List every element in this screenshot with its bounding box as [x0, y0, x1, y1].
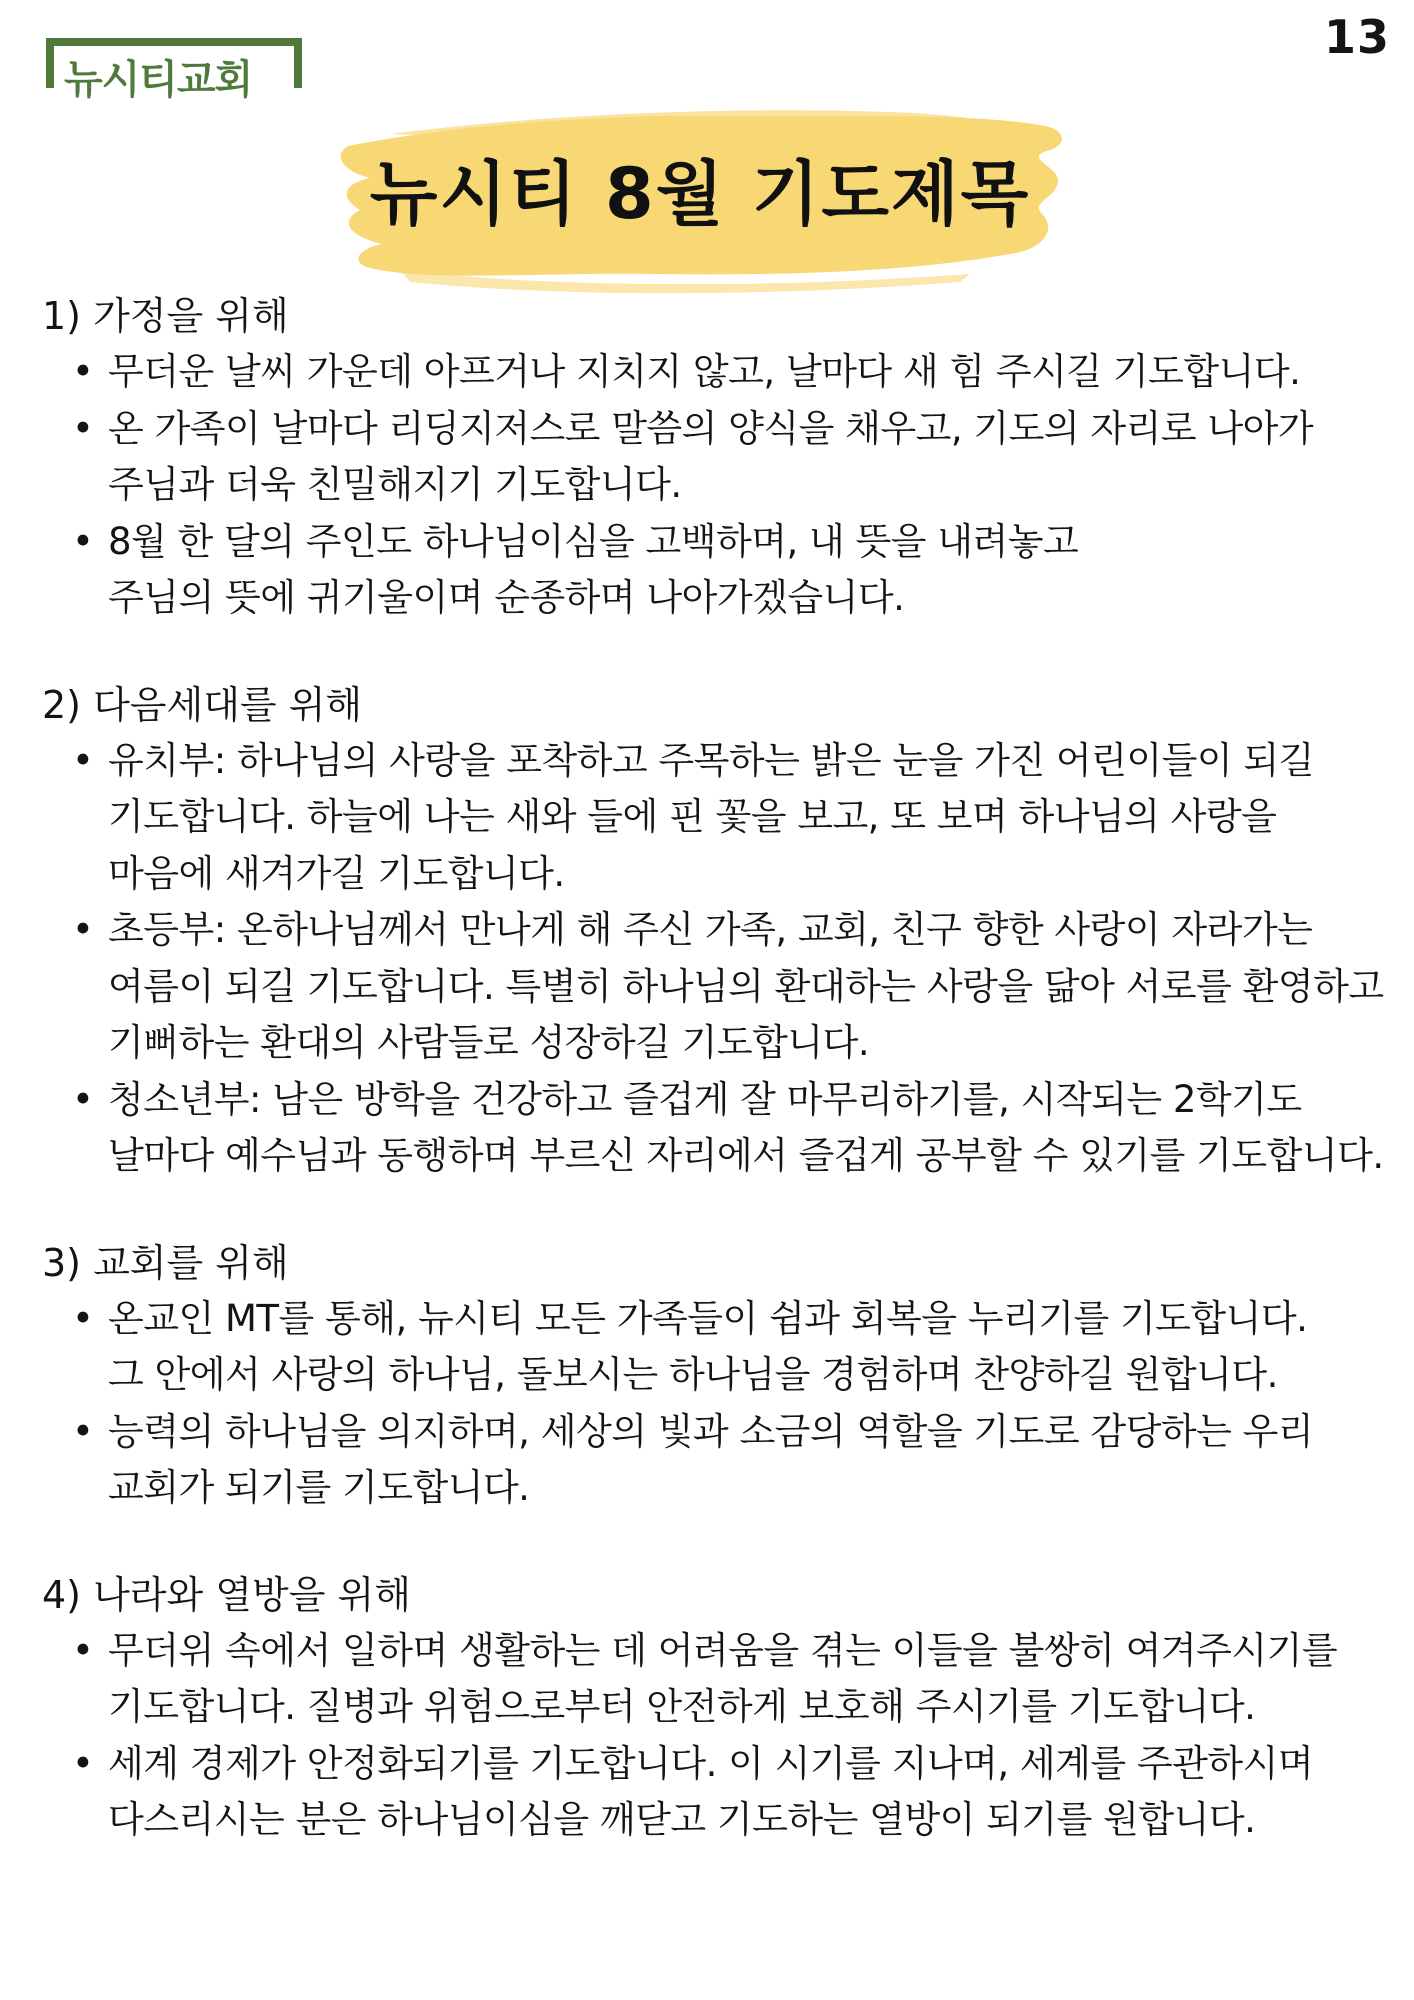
section-heading: 4) 나라와 열방을 위해 [42, 1572, 411, 1617]
prayer-item [42, 1404, 1412, 1517]
bullet-icon: • [72, 1628, 94, 1672]
prayer-items [42, 344, 1412, 627]
prayer-item [42, 902, 1412, 1072]
bullet-icon: • [72, 1077, 94, 1121]
item-line: 초등부: 온하나님께서 만나게 해 주신 가족, 교회, 친구 향한 사랑이 자라가는 [108, 908, 1313, 951]
prayer-item [42, 1291, 1412, 1404]
bullet-icon: • [72, 519, 94, 563]
prayer-item [42, 733, 1412, 903]
item-line: 그 안에서 사랑의 하나님, 돌보시는 하나님을 경험하며 찬양하길 원합니다. [108, 1353, 1278, 1396]
section-church [42, 1235, 1412, 1517]
item-line: 무더운 날씨 가운데 아프거나 지치지 않고, 날마다 새 힘 주시길 기도합니다. [108, 350, 1301, 393]
page-title: 뉴시티 8월 기도제목 [369, 153, 1031, 235]
section-nations [42, 1567, 1412, 1849]
logo-text: 뉴시티교회 [64, 57, 253, 103]
bullet-icon: • [72, 1741, 94, 1785]
section-heading: 1) 가정을 위해 [42, 294, 289, 338]
bullet-icon: • [72, 908, 94, 951]
bullet-icon: • [72, 1296, 94, 1340]
item-line: 8월 한 달의 주인도 하나님이심을 고백하며, 내 뜻을 내려놓고 [108, 519, 1079, 563]
prayer-item [42, 401, 1412, 514]
page-number: 13 [1323, 10, 1390, 64]
section-family [42, 288, 1412, 627]
item-line: 마음에 새겨가길 기도합니다. [108, 851, 565, 895]
bullet-icon: • [72, 350, 94, 393]
item-line: 주님의 뜻에 귀기울이며 순종하며 나아가겠습니다. [108, 576, 905, 619]
prayer-item [42, 1623, 1412, 1736]
item-line: 온교인 MT를 통해, 뉴시티 모든 가족들이 쉼과 회복을 누리기를 기도합니다. [108, 1296, 1308, 1340]
prayer-item [42, 344, 1412, 401]
item-line: 온 가족이 날마다 리딩지저스로 말씀의 양식을 채우고, 기도의 자리로 나아가 [108, 406, 1314, 450]
section-next-generation [42, 677, 1412, 1185]
item-line: 다스리시는 분은 하나님이심을 깨닫고 기도하는 열방이 되기를 원합니다. [108, 1798, 1256, 1841]
item-line: 청소년부: 남은 방학을 건강하고 즐겁게 잘 마무리하기를, 시작되는 2학기도 [108, 1077, 1302, 1121]
item-line: 능력의 하나님을 의지하며, 세상의 빛과 소금의 역할을 기도로 감당하는 우리 [108, 1409, 1314, 1453]
item-line: 교회가 되기를 기도합니다. [108, 1466, 530, 1509]
item-line: 무더위 속에서 일하며 생활하는 데 어려움을 겪는 이들을 불쌍히 여겨주시기를 [108, 1628, 1338, 1672]
bullet-icon: • [72, 406, 94, 450]
prayer-item [42, 514, 1412, 627]
prayer-items [42, 1623, 1412, 1849]
prayer-items [42, 1291, 1412, 1517]
item-line: 기뻐하는 환대의 사람들로 성장하길 기도합니다. [108, 1021, 870, 1064]
item-line: 기도합니다. 질병과 위험으로부터 안전하게 보호해 주시기를 기도합니다. [108, 1685, 1256, 1728]
prayer-item [42, 1736, 1412, 1849]
prayer-item [42, 1072, 1412, 1185]
item-line: 기도합니다. 하늘에 나는 새와 들에 핀 꽃을 보고, 또 보며 하나님의 사랑을 [108, 795, 1277, 838]
prayer-list [42, 288, 1412, 1899]
section-heading: 2) 다음세대를 위해 [42, 682, 363, 727]
item-line: 유치부: 하나님의 사랑을 포착하고 주목하는 밝은 눈을 가진 어린이들이 되길 [108, 738, 1314, 782]
item-line: 세계 경제가 안정화되기를 기도합니다. 이 시기를 지나며, 세계를 주관하시며 [108, 1741, 1314, 1785]
item-line: 날마다 예수님과 동행하며 부르신 자리에서 즐겁게 공부할 수 있기를 기도합니다. [108, 1134, 1384, 1177]
item-line: 여름이 되길 기도합니다. 특별히 하나님의 환대하는 사랑을 닮아 서로를 환영하고 [108, 964, 1384, 1008]
item-line: 주님과 더욱 친밀해지기 기도합니다. [108, 463, 682, 506]
church-logo [46, 38, 304, 103]
prayer-items [42, 733, 1412, 1185]
section-heading: 3) 교회를 위해 [42, 1240, 289, 1285]
title-banner [330, 86, 1070, 296]
bullet-icon: • [72, 1409, 94, 1453]
bullet-icon: • [72, 738, 94, 782]
